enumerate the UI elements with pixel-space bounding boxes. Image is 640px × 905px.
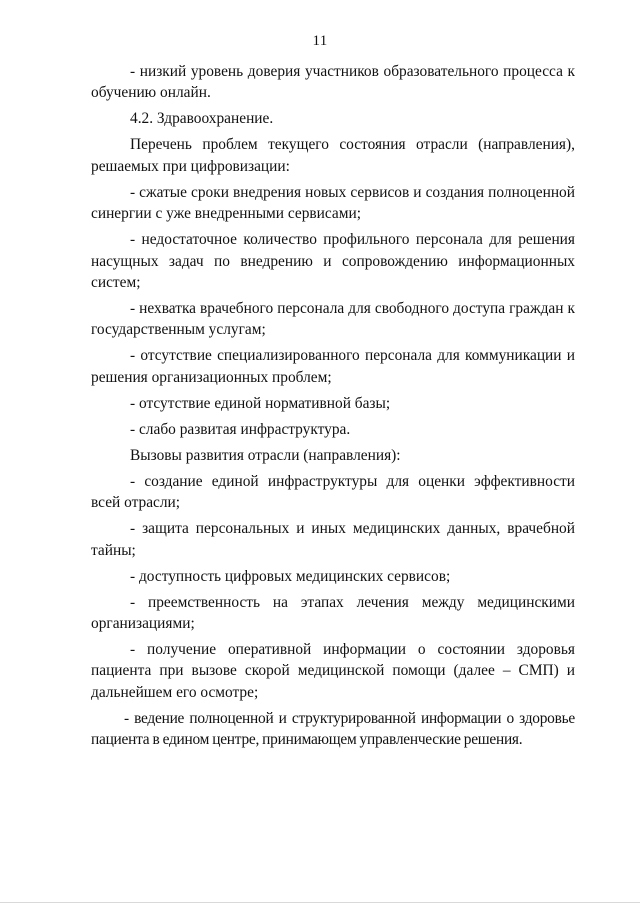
list-item-unified-infrastructure: - создание единой инфраструктуры для оценки эффективности всей отрасли; (91, 472, 575, 512)
list-item-emergency-info: - получение оперативной информации о состоянии здоровья пациента при вызове скорой медицинской помощи (далее – СМП) и дальнейшем его осмотре; (91, 641, 575, 701)
list-item-data-protection: - защита персональных и иных медицинских данных, врачебной тайны; (91, 520, 575, 559)
list-item-tight-deadlines: - сжатые сроки внедрения новых сервисов и создания полноценной синергии с уже внедренными сервисами; (91, 183, 575, 223)
list-item-continuity: - преемственность на этапах лечения между медицинскими организациями; (91, 593, 575, 633)
document-body (91, 61, 575, 755)
paragraph-challenges-intro: Вызовы развития отрасли (направления): (130, 446, 401, 464)
scan-bottom-edge (0, 902, 640, 903)
list-item-digital-services: - доступность цифровых медицинских сервисов; (130, 567, 451, 585)
section-heading-healthcare: 4.2. Здравоохранение. (130, 110, 274, 128)
list-item-unified-center: - ведение полноценной и структурированной информации о здоровье пациента в едином центре, принимающем управленческие решения. (91, 709, 575, 749)
page-number: 11 (312, 33, 328, 49)
list-item-regulatory-base: - отсутствие единой нормативной базы; (130, 394, 391, 412)
list-item-staff-shortage: - недостаточное количество профильного персонала для решения насущных задач по внедрению и сопровождению информационных систем; (91, 231, 575, 292)
paragraph-online-trust: - низкий уровень доверия участников образовательного процесса к обучению онлайн. (91, 63, 575, 102)
paragraph-problems-intro: Перечень проблем текущего состояния отрасли (направления), решаемых при цифровизации: (91, 136, 575, 175)
list-item-weak-infrastructure: - слабо развитая инфраструктура. (130, 420, 351, 438)
list-item-specialist-absence: - отсутствие специализированного персонала для коммуникации и решения организационных проблем; (91, 347, 575, 386)
list-item-doctor-shortage: - нехватка врачебного персонала для свободного доступа граждан к государственным услугам; (91, 300, 575, 339)
